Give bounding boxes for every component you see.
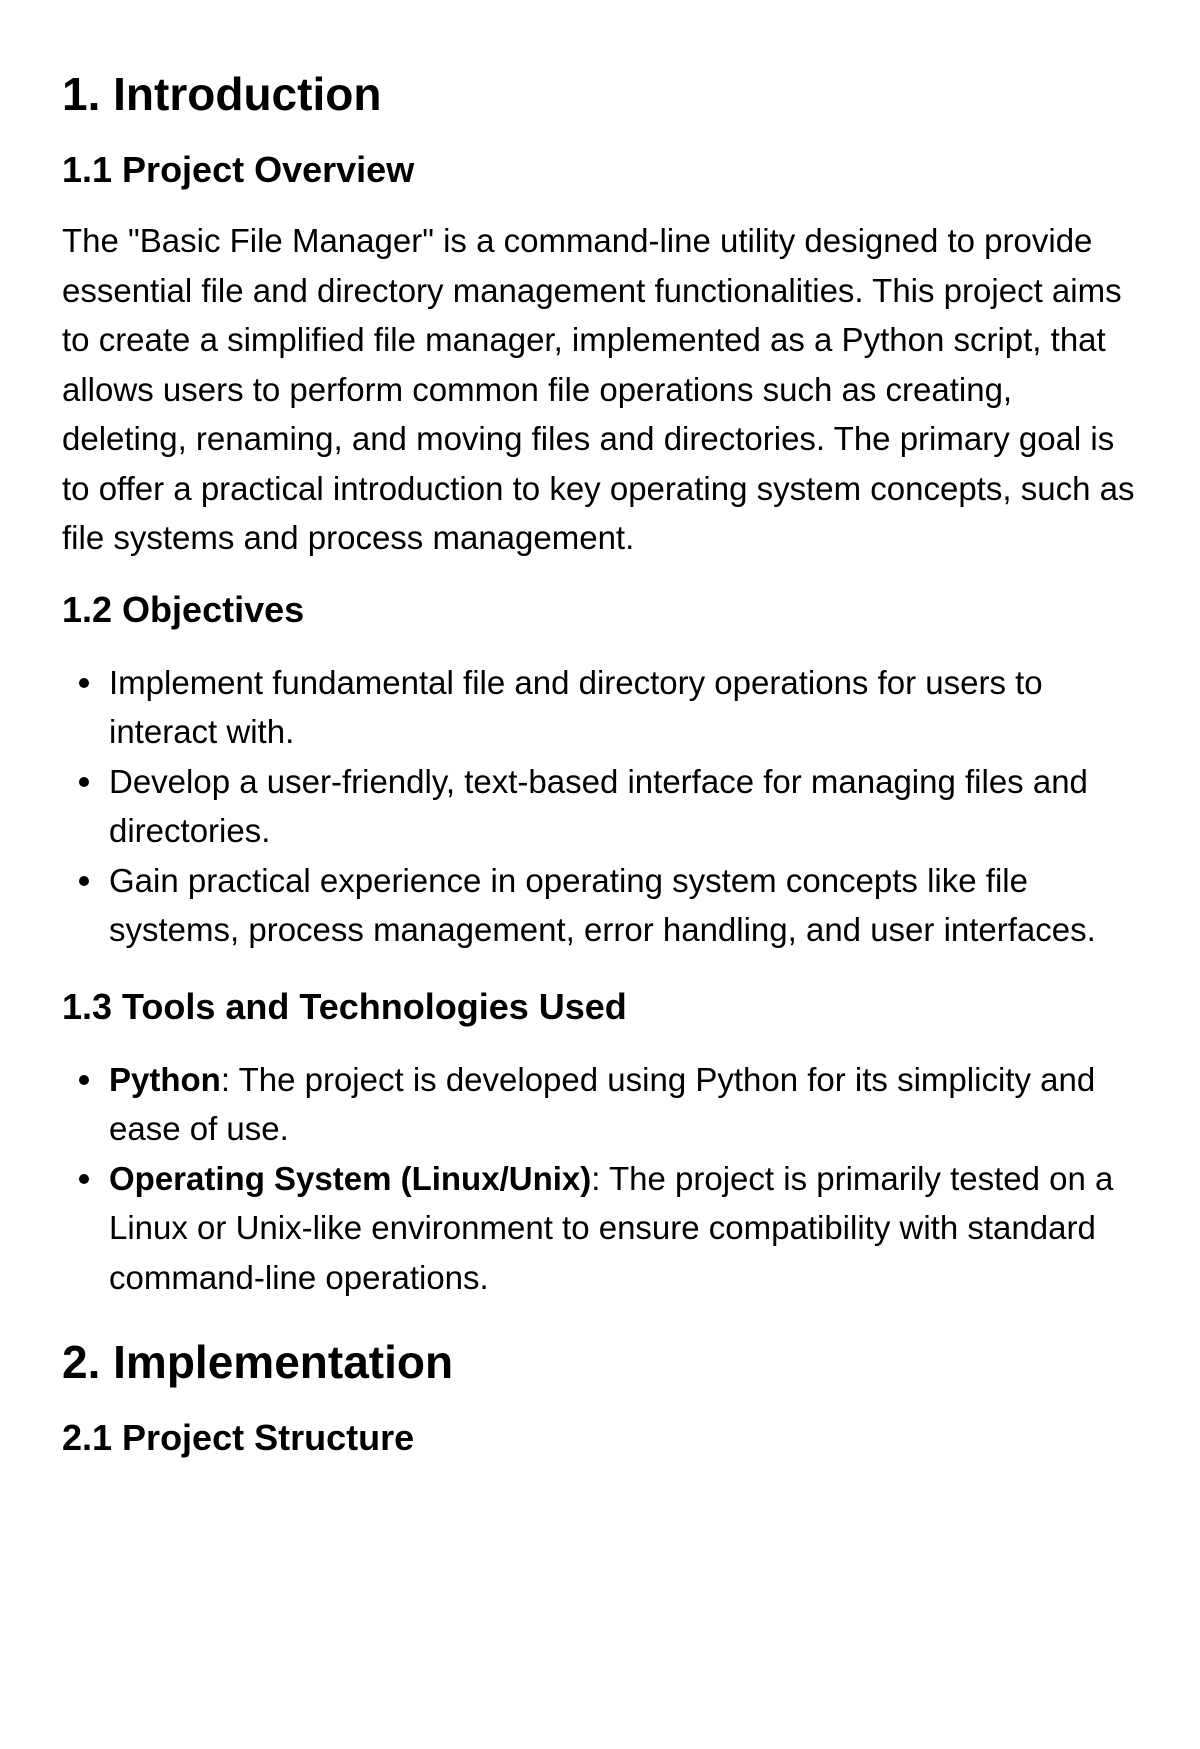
tool-term: Python [109,1060,221,1098]
subsection-heading-objectives: 1.2 Objectives [62,588,305,630]
subsection-heading-tools-and-technologies: 1.3 Tools and Technologies Used [62,985,627,1027]
project-overview-paragraph: The "Basic File Manager" is a command-line utility designed to provide essential file and directory management functionalities. This project aims to create a simplified file manager, implemented as a Python script, that allows users to perform common file operations such as creating, deleting, renaming, and moving files and directories. The primary goal is to offer a practical introduction to key operating system concepts, such as file systems and process management. [62,222,1135,556]
tool-description: : The project is primarily tested on a Linux or Unix-like environment to ensure compatibility with standard command-line operations. [109,1159,1114,1296]
tools-list [62,1055,1140,1303]
bullet-icon [79,1075,89,1085]
subsection-heading-project-structure: 2.1 Project Structure [62,1417,415,1458]
bullet-icon [79,777,89,787]
bullet-icon [79,876,89,886]
objectives-list [62,658,1140,955]
bullet-icon [79,1174,89,1184]
tool-description: : The project is developed using Python for its simplicity and ease of use. [109,1060,1096,1147]
objective-list-item [109,757,1140,856]
objective-text: Develop a user-friendly, text-based interface for managing files and directories. [109,762,1088,849]
objective-list-item [109,856,1140,955]
tool-term: Operating System (Linux/Unix) [109,1159,592,1197]
objective-text: Implement fundamental file and directory operations for users to interact with. [109,663,1043,750]
tool-list-item [109,1055,1140,1154]
subsection-heading-project-overview: 1.1 Project Overview [62,149,415,190]
section-heading-introduction: 1. Introduction [62,68,382,120]
tool-list-item [109,1154,1140,1303]
objective-list-item [109,658,1140,757]
bullet-icon [79,678,89,688]
section-heading-implementation: 2. Implementation [62,1336,454,1388]
objective-text: Gain practical experience in operating system concepts like file systems, process management, error handling, and user interfaces. [109,861,1096,948]
